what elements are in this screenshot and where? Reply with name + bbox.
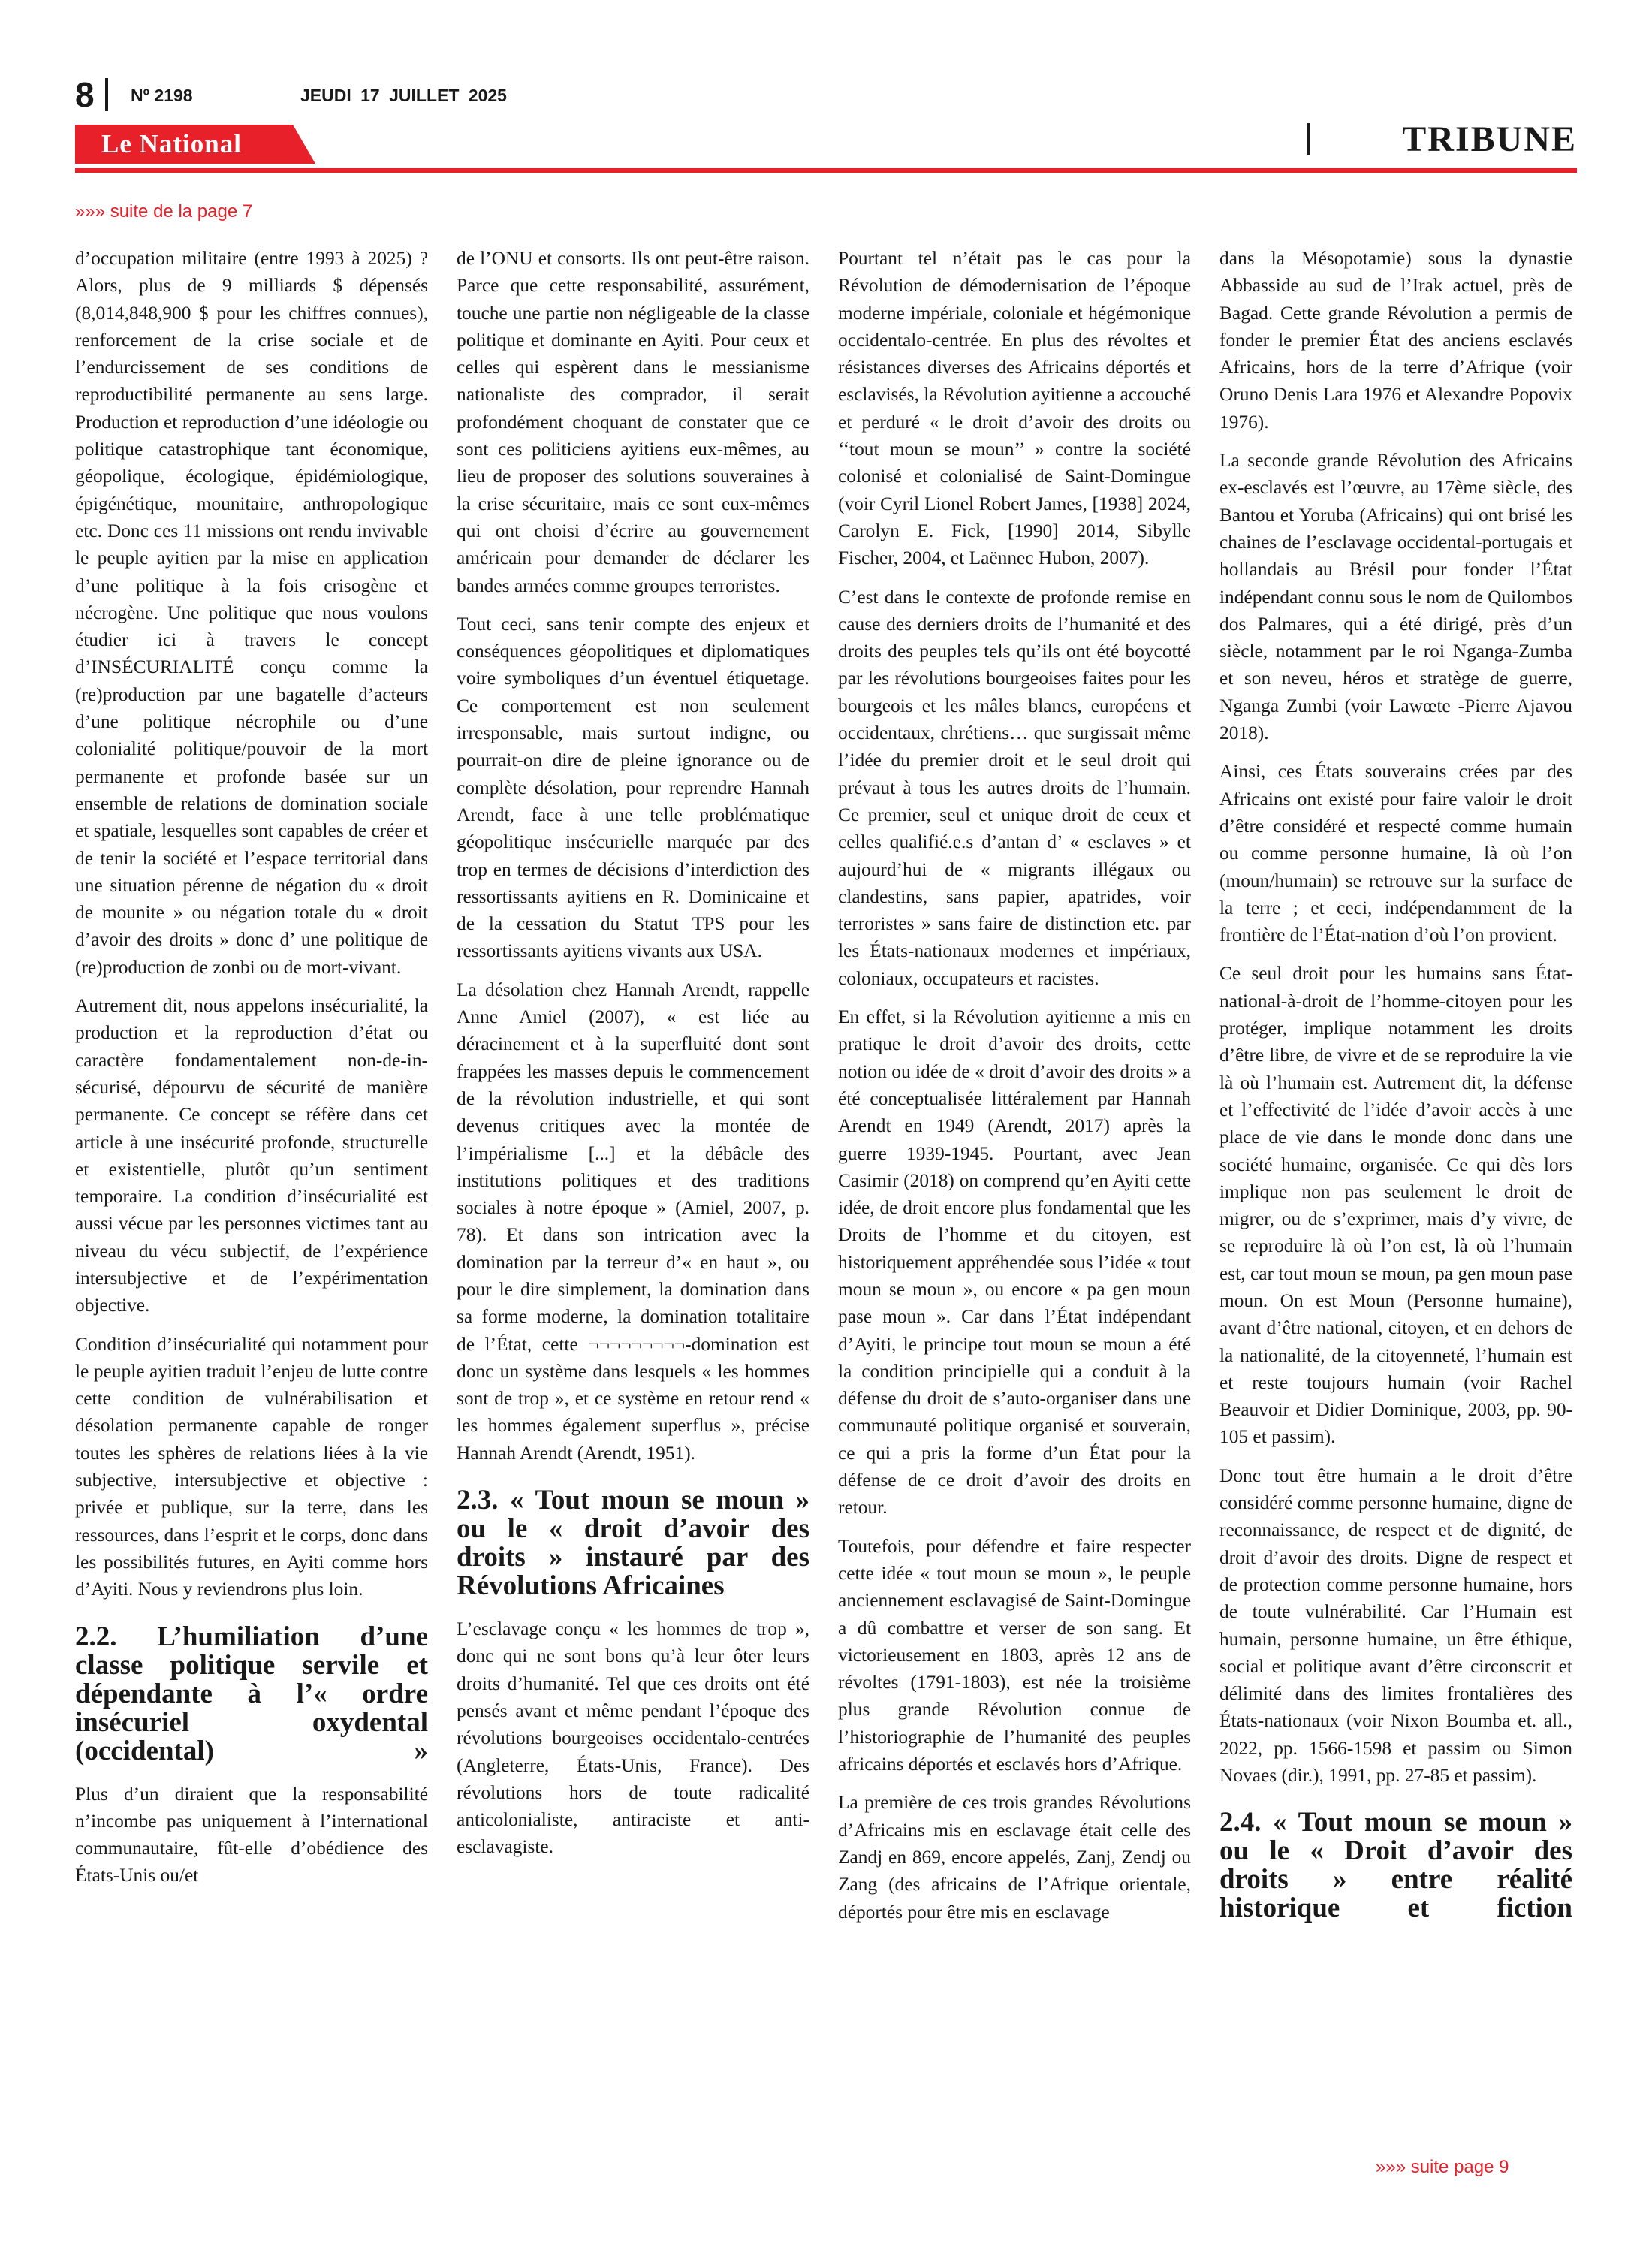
paragraph: Pourtant tel n’était pas le cas pour la Révolution de démodernisation de l’époque moderne impériale, coloniale et hégémonique occidentalo-centrée. En plus des révoltes et résistances diverses des Africains déportés et esclavisés, la Révolution ayitienne a accouché et perduré « le droit d’avoir des droits ou ‘‘tout moun se moun’’ » contre la société colonisé et colonialisé de Saint-Domingue (voir Cyril Lionel Robert James, [1938] 2024, Carolyn E. Fick, [1990] 2014, Sibylle Fischer, 2004, et Laënnec Hubon, 2007). xyxy=(838,248,1191,569)
paragraph: Condition d’insécurialité qui notamment pour le peuple ayitien traduit l’enjeu de lutte contre cette condition de vulnérabilisation et désolation permanente capable de ronger toutes les sphères de relations liées à la vie subjective, intersubjective et objective : privée et publique, sur la terre, dans les ressources, dans l’esprit et le corps, donc dans les possibilités futures, en Ayiti comme hors d’Ayiti. Nous y reviendrons plus loin. xyxy=(75,1333,428,1600)
paragraph: dans la Mésopotamie) sous la dynastie Abbasside au sud de l’Irak actuel, près de Bagad. Cette grande Révolution a permis de fonder le premier État des anciens esclavés Africains, hors de la terre d’Afrique (voir Oruno Denis Lara 1976 et Alexandre Popovix 1976). xyxy=(1219,248,1572,433)
section-heading: 2.4. « Tout moun se moun » ou le « Droit d’avoir des droits » entre réalité historique et fiction xyxy=(1219,1807,1572,1924)
page-header xyxy=(75,74,1577,179)
masthead-logo: Le National xyxy=(101,129,242,158)
paragraph: Donc tout être humain a le droit d’être considéré comme personne humaine, digne de reconnaissance, de respect et de dignité, de droit d’avoir des droits. Digne de respect et de protection comme personne humaine, hors de toute vulnérabilité. Car l’Humain est humain, personne humaine, un être éthique, social et politique avant d’être circonscrit et délimité dans des limites frontalières des États-nationaux (voir Nixon Boumba et. all., 2022, pp. 1566-1598 et passim ou Simon Novaes (dir.), 1991, pp. 27-85 et passim). xyxy=(1219,1464,1572,1787)
paragraph: Ainsi, ces États souverains crées par des Africains ont existé pour faire valoir le droit d’être considéré et respecté comme humain ou comme personne humaine, là où l’on (moun/humain) se retrouve sur la surface de la terre ; et ceci, indépendamment de la frontière de l’État-nation d’où l’on provient. xyxy=(1219,761,1572,946)
article-column-3 xyxy=(838,245,1191,1937)
issue-number: Nº 2198 xyxy=(131,86,193,105)
paragraph: de l’ONU et consorts. Ils ont peut-être raison. Parce que cette responsabilité, assurément, touche une partie non négligeable de la classe politique et dominante en Ayiti. Pour ceux et celles qui espèrent dans le messianisme nationaliste des comprador, il serait profondément choquant de constater que ce sont ces politiciens ayitiens eux-mêmes, au lieu de proposer des solutions souveraines à la crise sécuritaire, mais ce sont eux-mêmes qui ont choisi d’écrire au gouvernement américain pour demander de déclarer les bandes armées comme groupes terroristes. xyxy=(457,248,809,596)
continued-from-link[interactable]: »»» suite de la page 7 xyxy=(75,201,253,222)
paragraph: Toutefois, pour défendre et faire respecter cette idée « tout moun se moun », le peuple anciennement esclavagisé de Saint-Domingue a dû combattre et verser de son sang. Et victorieusement en 1803, après 12 ans de révoltes (1791-1803), est née la troisième plus grande Révolution connue de l’historiographie de l’humanité des peuples africains déportés et esclavés hors d’Afrique. xyxy=(838,1535,1191,1775)
paragraph: La désolation chez Hannah Arendt, rappelle Anne Amiel (2007), « est liée au déracinement et à la superfluité dont sont frappées les masses depuis le commencement de la révolution industrielle, et qui sont devenus critiques avec la montée de l’impérialisme [...] et la débâcle des institutions politiques et des traditions sociales à notre époque » (Amiel, 2007, p. 78). Et dans son intrication avec la domination par la terreur d’« en haut », ou pour le dire simplement, la domination dans sa forme moderne, la domination totalitaire de l’État, cette ¬¬¬¬¬¬¬¬¬-domination est donc un système dans lesquels « les hommes sont de trop », et ce système en retour rend « les hommes également superflus », précise Hannah Arendt (Arendt, 1951). xyxy=(457,979,809,1464)
divider xyxy=(105,78,108,111)
article-column-1 xyxy=(75,245,428,1901)
paragraph: Ce seul droit pour les humains sans État-national-à-droit de l’homme-citoyen pour les protéger, implique notamment les droits d’être libre, de vivre et de se reproduire la vie là où l’humain est. Autrement dit, la défense et l’effectivité de l’idée d’avoir accès à une place de vie dans le monde donc dans une société humaine, organisée. Ce qui dès lors implique non pas seulement le droit de migrer, ou de s’exprimer, mais d’y vivre, de se reproduire là où l’on est, là où l’humain est, car tout moun se moun, pa gen moun pase moun. On est Moun (Personne humaine), avant d’être national, citoyen, et en dehors de la nationalité, de la citoyenneté, l’humain est et reste toujours humain (voir Rachel Beauvoir et Didier Dominique, 2003, pp. 90-105 et passim). xyxy=(1219,963,1572,1448)
paragraph: d’occupation militaire (entre 1993 à 2025) ? Alors, plus de 9 milliards $ dépensés (8,014,848,900 $ pour les chiffres connues), renforcement de la crise sociale et de l’endurcissement de ses conditions de reproductibilité permanente au sens large. Production et reproduction d’une idéologie ou politique catastrophique tant économique, géopolique, écologique, épidémiologique, épigénétique, mounitaire, anthropologique etc. Donc ces 11 missions ont rendu invivable le peuple ayitien par la mise en application d’une politique à la fois crisogène et nécrogène. Une politique que nous voulons étudier ici à travers le concept d’INSÉCURIALITÉ conçu comme la (re)production par une bagatelle d’acteurs d’une politique nécrophile ou d’une colonialité politique/pouvoir de la mort permanente et profonde basée sur un ensemble de relations de domination sociale et spatiale, lesquelles sont capables de créer et de tenir la société et l’espace territorial dans une situation pérenne de négation du « droit de mounite » ou négation totale du « droit d’avoir des droits » donc d’ une politique de (re)production de zonbi ou de mort-vivant. xyxy=(75,248,428,978)
paragraph: Plus d’un diraient que la responsabilité n’incombe pas uniquement à l’international communautaire, fût-elle d’obédience des États-Unis ou/et xyxy=(75,1783,428,1887)
paragraph: Autrement dit, nous appelons insécurialité, la production et la reproduction d’état ou caractère fondamentalement non-de-in-sécurisé, dépourvu de sécurité de manière permanente. Ce concept se réfère dans cet article à une insécurité profonde, structurelle et existentielle, plutôt qu’un sentiment temporaire. La condition d’insécurialité est aussi vécue par les personnes victimes tant au niveau du vécu subjectif, de l’expérience intersubjective et de l’expérimentation objective. xyxy=(75,995,428,1317)
paragraph: Tout ceci, sans tenir compte des enjeux et conséquences géopolitiques et diplomatiques voire symboliques d’un éventuel étiquetage. Ce comportement est non seulement irresponsable, mais surtout indigne, ou pourrait-on dire de pleine ignorance ou de complète désolation, pour reprendre Hannah Arendt, face à une telle problématique géopolitique insécurielle marquée par des trop en termes de décisions d’interdiction des ressortissants ayitiens en R. Dominicaine et de la cessation du Statut TPS pour les ressortissants ayitiens vivants aux USA. xyxy=(457,613,809,962)
paragraph: La seconde grande Révolution des Africains ex-esclavés est l’œuvre, au 17ème siècle, des Bantou et Yoruba (Africains) qui ont brisé les chaines de l’esclavage occidental-portugais et hollandais au Brésil pour fonder l’État indépendant connu sous le nom de Quilombos dos Palmares, qui a été dirigé, près d’un siècle, notamment par le roi Nganga-Zumba et son neveu, héros et stratège de guerre, Nganga Zumbi (voir Lawœte -Pierre Ajavou 2018). xyxy=(1219,450,1572,744)
paragraph: En effet, si la Révolution ayitienne a mis en pratique le droit d’avoir des droits, cette notion ou idée de « droit d’avoir des droits » a été conceptualisée littéralement par Hannah Arendt en 1949 (Arendt, 2017) après la guerre 1939-1945. Pourtant, avec Jean Casimir (2018) on comprend qu’en Ayiti cette idée, de droit encore plus fondamental que les Droits de l’homme et du citoyen, est historiquement appréhendée sous l’idée « tout moun se moun », ou encore « pa gen moun pase moun ». Car dans l’État indépendant d’Ayiti, le principe tout moun se moun a été la condition principielle qui a conduit à la défense du droit de s’auto-organiser dans une communauté politique organisé et souverain, ce qui a pris la forme d’un État pour la défense de ce droit d’avoir des droits en retour. xyxy=(838,1006,1191,1519)
divider xyxy=(1307,123,1310,155)
section-heading: 2.3. « Tout moun se moun » ou le « droit d’avoir des droits » instauré par des Révolutions Africaines xyxy=(457,1485,809,1602)
paragraph: L’esclavage conçu « les hommes de trop », donc qui ne sont bons qu’à leur ôter leurs droits d’humanité. Tel que ces droits ont été pensés avant et même pendant l’époque des révolutions bourgeoises occidentalo-centrées (Angleterre, États-Unis, France). Des révolutions hors de toute radicalité anticolonialiste, antiraciste et anti-esclavagiste. xyxy=(457,1618,809,1858)
article-column-4 xyxy=(1219,245,1572,1938)
article-column-2 xyxy=(457,245,809,1872)
paragraph: C’est dans le contexte de profonde remise en cause des derniers droits de l’humanité et des droits des peuples tels qu’ils ont été boycotté par les révolutions bourgeoises faites pour les bourgeois et les mâles blancs, européens et occidentaux, chrétiens… que surgissait même l’idée du premier droit et le seul droit qui prévaut à tous les autres droits de l’humain. Ce premier, seul et unique droit de ceux et celles qualifié.e.s d’antan d’ « esclaves » et aujourd’hui de « migrants illégaux ou clandestins, sans papier, apatrides, voir terroristes » sans faire de distinction etc. par les États-nationaux modernes et impériaux, coloniaux, occupateurs et racistes. xyxy=(838,586,1191,989)
paragraph: La première de ces trois grandes Révolutions d’Africains mis en esclavage était celle des Zandj en 869, encore appelés, Zanj, Zendj ou Zang (des africains de l’Afrique orientale, déportés pour être mis en esclavage xyxy=(838,1792,1191,1923)
continued-to-link[interactable]: »»» suite page 9 xyxy=(1376,2157,1509,2177)
page-number: 8 xyxy=(75,75,95,114)
section-title: TRIBUNE xyxy=(1402,119,1577,159)
header-rule xyxy=(75,168,1577,173)
section-heading: 2.2. L’humiliation d’une classe politique servile et dépendante à l’« ordre insécuriel oxydental (occidental) » xyxy=(75,1621,428,1766)
issue-date: JEUDI 17 JUILLET 2025 xyxy=(300,86,507,105)
